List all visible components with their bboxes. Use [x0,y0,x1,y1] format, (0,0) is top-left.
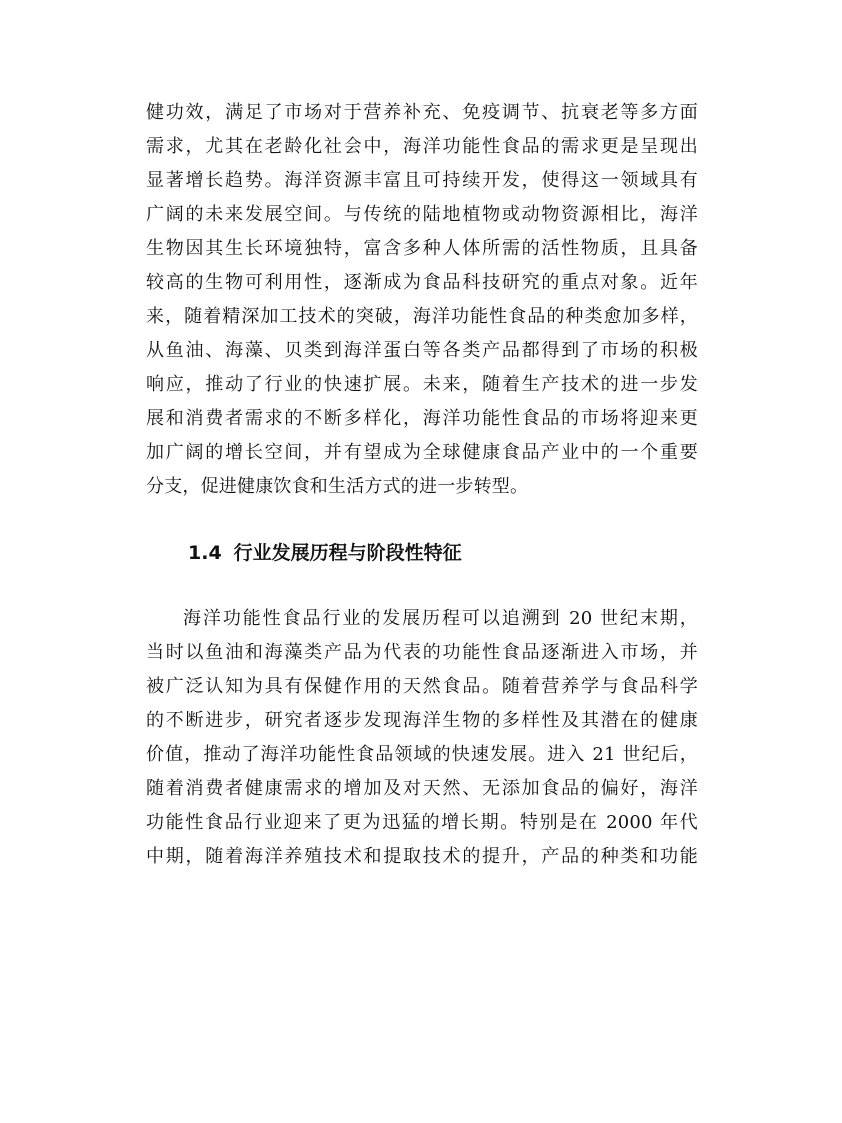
text-line: 较高的生物可利用性，逐渐成为食品科技研究的重点对象。近年 [146,272,698,293]
text-line: 中期，随着海洋养殖技术和提取技术的提升，产品的种类和功能 [146,846,698,867]
document-body [146,96,698,874]
text-line: 健功效，满足了市场对于营养补充、免疫调节、抗衰老等多方面 [146,102,698,123]
section-number: 1.4 [188,542,222,564]
text-line: 加广阔的增长空间，并有望成为全球健康食品产业中的一个重要 [146,442,698,463]
text-line: 展和消费者需求的不断多样化，海洋功能性食品的市场将迎来更 [146,408,698,429]
text-line: 需求，尤其在老龄化社会中，海洋功能性食品的需求更是呈现出 [146,136,698,157]
text-line: 响应，推动了行业的快速扩展。未来，随着生产技术的进一步发 [146,374,698,395]
text-line: 从鱼油、海藻、贝类到海洋蛋白等各类产品都得到了市场的积极 [146,340,698,361]
text-line: 当时以鱼油和海藻类产品为代表的功能性食品逐渐进入市场，并 [146,642,698,663]
text-line: 随着消费者健康需求的增加及对天然、无添加食品的偏好，海洋 [146,778,698,799]
text-line: 来，随着精深加工技术的突破，海洋功能性食品的种类愈加多样， [146,306,698,327]
text-line: 被广泛认知为具有保健作用的天然食品。随着营养学与食品科学 [146,676,698,697]
text-line: 海洋功能性食品行业的发展历程可以追溯到 20 世纪末期， [183,608,698,629]
text-line: 生物因其生长环境独特，富含多种人体所需的活性物质，且具备 [146,238,698,259]
text-line: 的不断进步，研究者逐步发现海洋生物的多样性及其潜在的健康 [146,710,698,731]
text-line: 分支，促进健康饮食和生活方式的进一步转型。 [146,476,529,497]
section-title: 行业发展历程与阶段性特征 [233,542,462,564]
text-line: 价值，推动了海洋功能性食品领域的快速发展。进入 21 世纪后， [146,744,698,765]
section-heading [146,538,698,568]
text-line: 显著增长趋势。海洋资源丰富且可持续开发，使得这一领域具有 [146,170,698,191]
text-line: 广阔的未来发展空间。与传统的陆地植物或动物资源相比，海洋 [146,204,698,225]
text-line: 功能性食品行业迎来了更为迅猛的增长期。特别是在 2000 年代 [146,812,698,833]
paragraph-1 [146,96,698,504]
paragraph-2 [146,602,698,874]
